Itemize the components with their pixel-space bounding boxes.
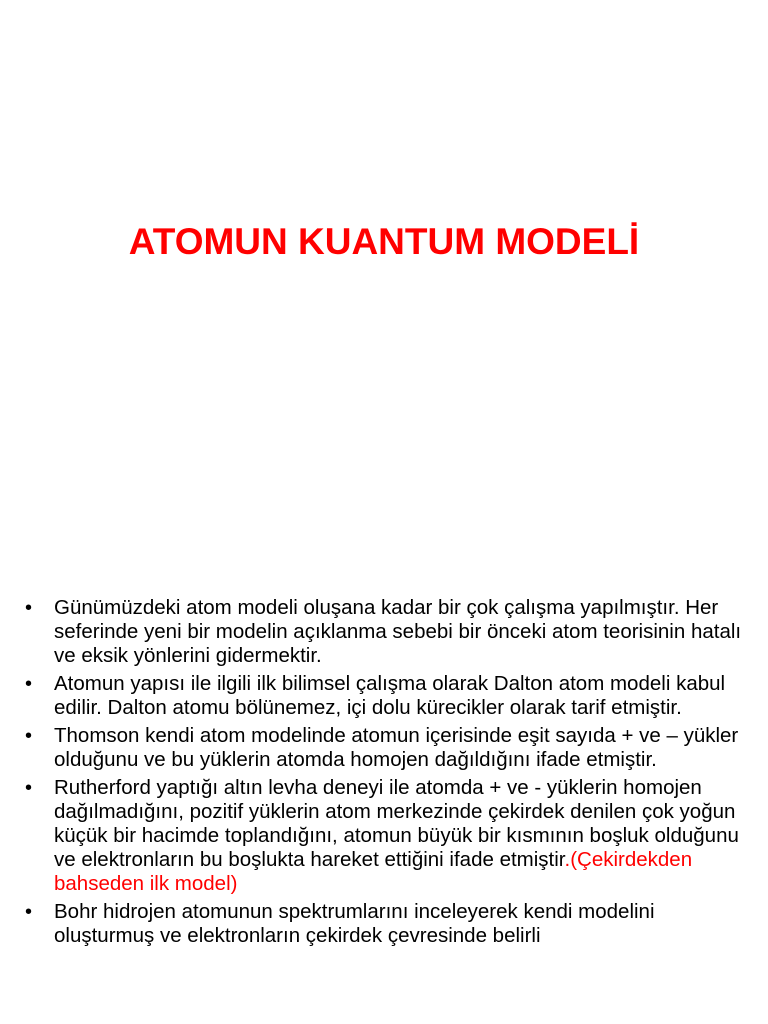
bullet-dot-icon: •: [25, 597, 33, 619]
bullet-item: [22, 672, 757, 720]
bullet-dot-icon: •: [25, 901, 33, 923]
bullet-text: Günümüzdeki atom modeli oluşana kadar bir çok çalışma yapılmıştır. Her seferinde yeni bir modelin açıklanma sebebi bir önceki atom teorisinin hatalı ve eksik yönlerini gidermektir.: [54, 596, 742, 667]
bullet-text: Rutherford yaptığı altın levha deneyi ile atomda + ve - yüklerin homojen dağılmadığını, pozitif yüklerin atom merkezinde çekirdek denilen çok yoğun küçük bir hacimde toplandığını, atomun büyük bir kısmının boşluk olduğunu ve elektronların bu boşlukta hareket ettiğini ifade etmiştir: [54, 776, 739, 871]
bullet-text: Thomson kendi atom modelinde atomun içerisinde eşit sayıda + ve – yükler olduğunu ve bu yüklerin atomda homojen dağıldığını ifade etmiştir.: [54, 724, 739, 771]
bullet-dot-icon: •: [25, 725, 33, 747]
bullet-text: Atomun yapısı ile ilgili ilk bilimsel çalışma olarak Dalton atom modeli kabul edilir. Dalton atomu bölünemez, içi dolu kürecikler olarak tarif etmiştir.: [54, 672, 726, 719]
bullet-item: [22, 596, 757, 668]
slide-title: ATOMUN KUANTUM MODELİ: [128, 221, 640, 262]
bullet-item: [22, 900, 757, 948]
bullet-text: Bohr hidrojen atomunun spektrumlarını inceleyerek kendi modelini oluşturmuş ve elektronların çekirdek çevresinde belirli: [54, 900, 655, 947]
bullet-highlight-text: .(Çekirdekden bahseden ilk model): [54, 848, 693, 895]
bullet-dot-icon: •: [25, 673, 33, 695]
bullet-item: [22, 776, 757, 896]
bullet-dot-icon: •: [25, 777, 33, 799]
bullet-list: [22, 596, 757, 952]
bullet-item: [22, 724, 757, 772]
